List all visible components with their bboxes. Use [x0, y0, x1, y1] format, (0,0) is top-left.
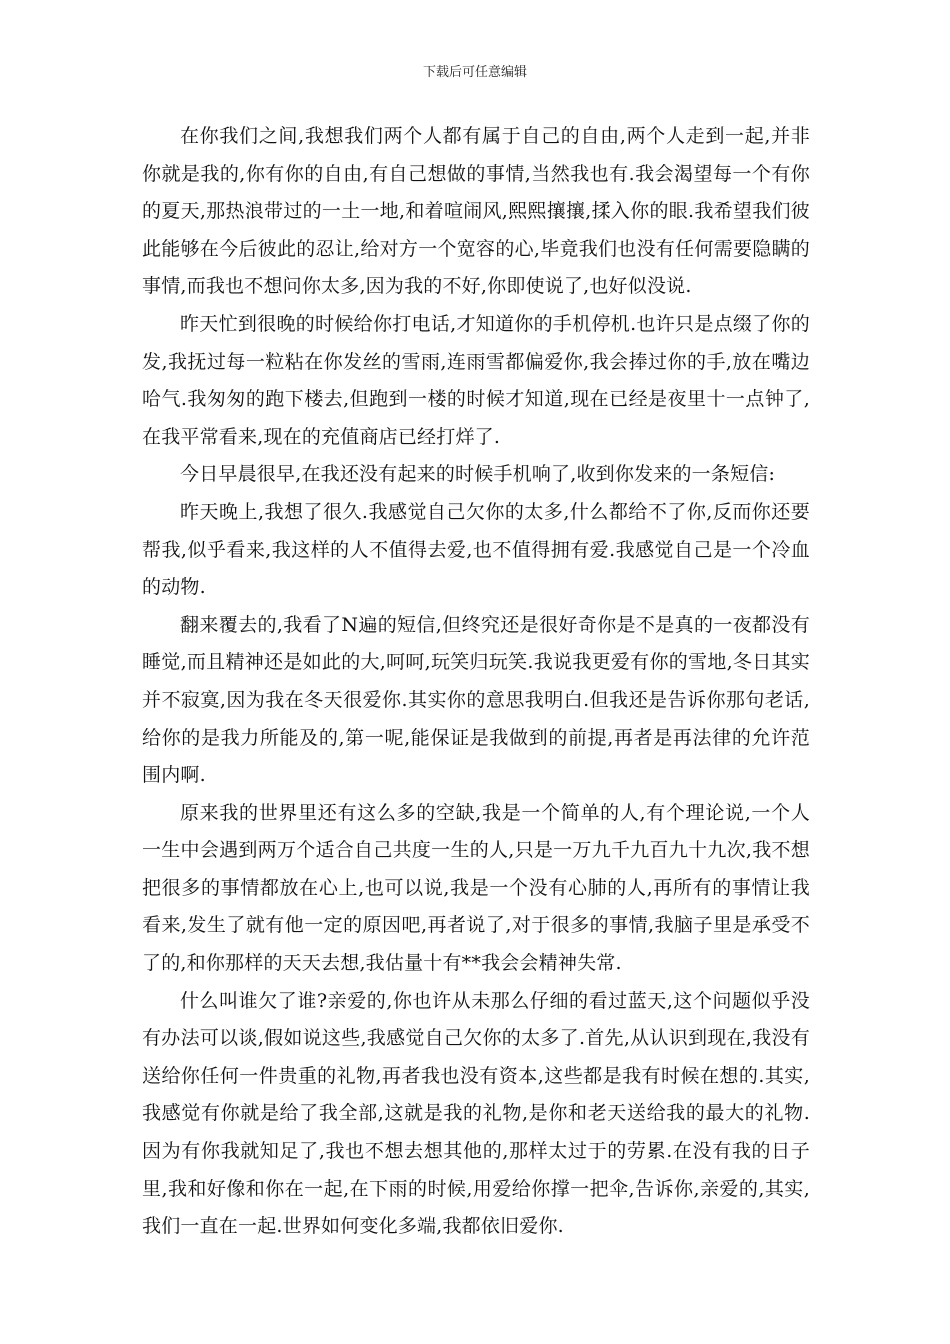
paragraph-1: 在你我们之间,我想我们两个人都有属于自己的自由,两个人走到一起,并非你就是我的,你有你的自由,有自己想做的事情,当然我也有.我会渴望每一个有你的夏天,那热浪带过的一土一地,和着喧闹风,熙熙攘攘,揉入你的眼.我希望我们彼此能够在今后彼此的忍让,给对方一个宽容的心,毕竟我们也没有任何需要隐瞒的事情,而我也不想问你太多,因为我的不好,你即使说了,也好似没说. [142, 125, 810, 298]
paragraph-2: 昨天忙到很晚的时候给你打电话,才知道你的手机停机.也许只是点缀了你的发,我抚过每一粒粘在你发丝的雪雨,连雨雪都偏爱你,我会捧过你的手,放在嘴边哈气.我匆匆的跑下楼去,但跑到一楼的时候才知道,现在已经是夜里十一点钟了,在我平常看来,现在的充值商店已经打烊了. [142, 312, 810, 448]
page-header: 下载后可任意编辑 [422, 65, 527, 80]
paragraph-6: 原来我的世界里还有这么多的空缺,我是一个简单的人,有个理论说,一个人一生中会遇到两万个适合自己共度一生的人,只是一万九千九百九十九次,我不想把很多的事情都放在心上,也可以说,我是一个没有心肺的人,再所有的事情让我看来,发生了就有他一定的原因吧,再者说了,对于很多的事情,我脑子里是承受不了的,和你那样的天天去想,我估量十有**我会会精神失常. [142, 801, 810, 975]
paragraph-4: 昨天晚上,我想了很久.我感觉自己欠你的太多,什么都给不了你,反而你还要帮我,似乎看来,我这样的人不值得去爱,也不值得拥有爱.我感觉自己是一个冷血的动物. [142, 500, 810, 599]
paragraph-7: 什么叫谁欠了谁?亲爱的,你也许从未那么仔细的看过蓝天,这个问题似乎没有办法可以谈,假如说这些,我感觉自己欠你的太多了.首先,从认识到现在,我没有送给你任何一件贵重的礼物,再者我也没有资本,这些都是我有时候在想的.其实,我感觉有你就是给了我全部,这就是我的礼物,是你和老天送给我的最大的礼物.因为有你我就知足了,我也不想去想其他的,那样太过于的劳累.在没有我的日子里,我和好像和你在一起,在下雨的时候,用爱给你撑一把伞,告诉你,亲爱的,其实,我们一直在一起.世界如何变化多端,我都依旧爱你. [142, 989, 810, 1238]
paragraph-5: 翻来覆去的,我看了N遍的短信,但终究还是很好奇你是不是真的一夜都没有睡觉,而且精神还是如此的大,呵呵,玩笑归玩笑.我说我更爱有你的雪地,冬日其实并不寂寞,因为我在冬天很爱你.其实你的意思我明白.但我还是告诉你那句老话,给你的是我力所能及的,第一呢,能保证是我做到的前提,再者是再法律的允许范围内啊. [142, 613, 810, 787]
paragraph-3: 今日早晨很早,在我还没有起来的时候手机响了,收到你发来的一条短信: [180, 463, 776, 486]
document-body [142, 118, 810, 1246]
